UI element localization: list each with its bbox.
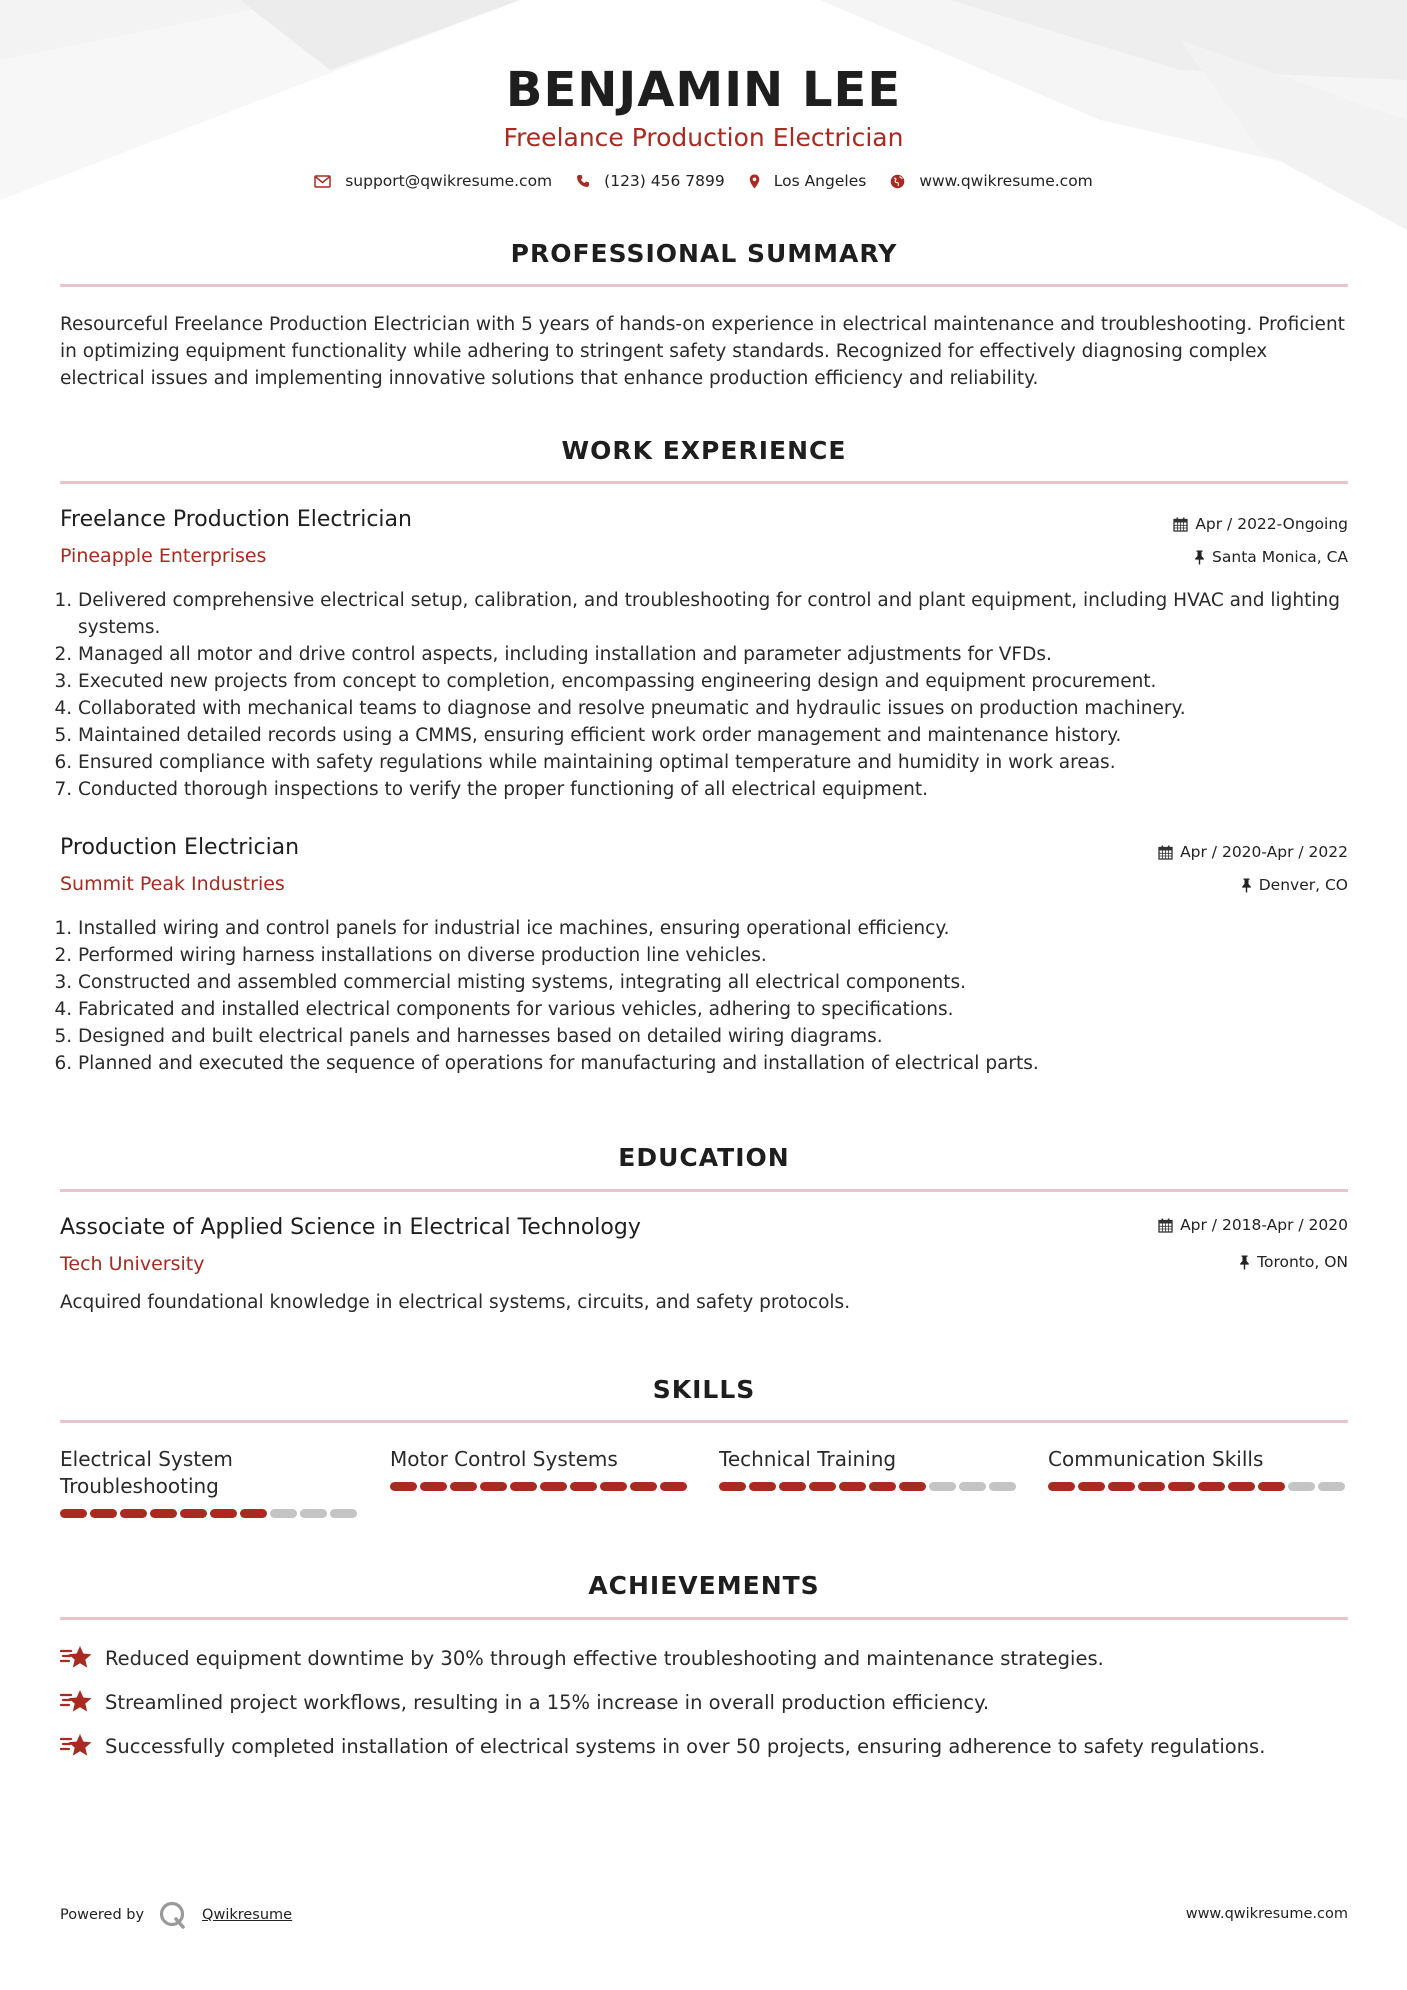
list-item: 1. Installed wiring and control panels for industrial ice machines, ensuring operational efficiency. [78, 915, 1350, 942]
list-item: 3. Constructed and assembled commercial misting systems, integrating all electrical components. [78, 969, 1350, 996]
skill-segment-filled [1108, 1482, 1135, 1491]
qwikresume-logo-icon [158, 1900, 188, 1930]
envelope-icon [314, 175, 331, 188]
contact-location [749, 172, 867, 190]
pushpin-icon [1194, 550, 1205, 565]
education-heading: EDUCATION [618, 1143, 790, 1172]
skill-segment-filled [630, 1482, 657, 1491]
skill-segment-filled [899, 1482, 926, 1491]
skills-divider [60, 1420, 1348, 1423]
skill-segment-empty [959, 1482, 986, 1491]
skill-2-name: Motor Control Systems [390, 1447, 618, 1471]
job-1-location-text: Santa Monica, CA [1212, 548, 1348, 566]
list-item: 6. Planned and executed the sequence of operations for manufacturing and installation of electrical parts. [78, 1050, 1350, 1077]
footer-website[interactable]: www.qwikresume.com [1185, 1906, 1348, 1922]
list-item: 7. Conducted thorough inspections to verify the proper functioning of all electrical equipment. [78, 776, 1350, 803]
education-location-text: Toronto, ON [1257, 1253, 1348, 1271]
contact-email-text: support@qwikresume.com [345, 172, 553, 190]
job-2-title: Production Electrician [60, 835, 300, 860]
list-item: 3. Executed new projects from concept to completion, encompassing engineering design and equipment procurement. [78, 668, 1350, 695]
pushpin-icon [1241, 878, 1252, 893]
skill-segment-filled [809, 1482, 836, 1491]
skill-2-rating [390, 1482, 690, 1491]
experience-divider [60, 481, 1348, 484]
education-divider [60, 1189, 1348, 1192]
contact-location-text: Los Angeles [773, 172, 867, 190]
job-1-dates-text: Apr / 2022-Ongoing [1195, 515, 1348, 533]
calendar-icon [1158, 1218, 1173, 1233]
skill-3-name: Technical Training [719, 1447, 897, 1471]
contact-email[interactable] [314, 172, 552, 190]
skill-segment-filled [120, 1509, 147, 1518]
skill-segment-empty [1318, 1482, 1345, 1491]
skill-segment-filled [839, 1482, 866, 1491]
skill-segment-filled [480, 1482, 507, 1491]
map-pin-icon [749, 174, 760, 189]
list-item: 5. Designed and built electrical panels and harnesses based on detailed wiring diagrams. [78, 1023, 1350, 1050]
skill-segment-filled [420, 1482, 447, 1491]
achievement-item [60, 1645, 1350, 1672]
summary-text: Resourceful Freelance Production Electrician with 5 years of hands-on experience in electrical maintenance and troubleshooting. Proficient in optimizing equipment functionality while adhering to stringent safety standards. Recognized for effectively diagnosing complex electrical issues and implementing innovative solutions that enhance production efficiency and reliability. [60, 314, 1345, 389]
achievement-text: Streamlined project workflows, resulting in a 15% increase in overall production efficiency. [105, 1691, 990, 1714]
education-dates [1158, 1216, 1348, 1234]
skill-segment-filled [1138, 1482, 1165, 1491]
job-1-company: Pineapple Enterprises [60, 545, 267, 567]
skill-segment-empty [300, 1509, 327, 1518]
skill-1-rating [60, 1509, 360, 1518]
contact-bar [0, 172, 1407, 190]
skill-segment-filled [180, 1509, 207, 1518]
skill-2 [390, 1446, 690, 1491]
resume-header [0, 60, 1407, 154]
achievement-text: Successfully completed installation of electrical systems in over 50 projects, ensuring adherence to safety regulations. [105, 1735, 1266, 1758]
skill-segment-filled [90, 1509, 117, 1518]
job-1-title: Freelance Production Electrician [60, 507, 412, 532]
skill-segment-filled [570, 1482, 597, 1491]
contact-phone-text: (123) 456 7899 [604, 172, 725, 190]
achievement-text: Reduced equipment downtime by 30% through effective troubleshooting and maintenance strategies. [105, 1647, 1104, 1670]
skill-segment-filled [390, 1482, 417, 1491]
skill-segment-empty [929, 1482, 956, 1491]
calendar-icon [1158, 845, 1173, 860]
calendar-icon [1173, 517, 1188, 532]
experience-heading: WORK EXPERIENCE [561, 436, 847, 465]
list-item: 4. Fabricated and installed electrical components for various vehicles, adhering to specifications. [78, 996, 1350, 1023]
contact-phone[interactable] [576, 172, 725, 190]
contact-website[interactable] [890, 172, 1092, 190]
skill-segment-filled [510, 1482, 537, 1491]
globe-icon [890, 174, 905, 189]
summary-heading: PROFESSIONAL SUMMARY [510, 239, 898, 268]
list-item: 4. Collaborated with mechanical teams to diagnose and resolve pneumatic and hydraulic issues on production machinery. [78, 695, 1350, 722]
skill-segment-filled [150, 1509, 177, 1518]
skill-segment-empty [1288, 1482, 1315, 1491]
job-2-dates [1158, 843, 1348, 861]
skill-segment-filled [1258, 1482, 1285, 1491]
skill-segment-filled [1078, 1482, 1105, 1491]
skill-segment-filled [450, 1482, 477, 1491]
shooting-star-icon [60, 1645, 93, 1672]
achievements-heading: ACHIEVEMENTS [588, 1571, 820, 1600]
brand-link[interactable]: Qwikresume [202, 1907, 293, 1923]
job-2-location [1241, 876, 1348, 894]
shooting-star-icon [60, 1733, 93, 1760]
skill-1-name-line1: Electrical System [60, 1447, 233, 1471]
skill-segment-filled [240, 1509, 267, 1518]
job-2-company: Summit Peak Industries [60, 873, 285, 895]
job-2-bullets [60, 915, 1350, 1077]
list-item: 2. Managed all motor and drive control aspects, including installation and parameter adjustments for VFDs. [78, 641, 1350, 668]
skill-segment-filled [660, 1482, 687, 1491]
skills-heading: SKILLS [652, 1375, 756, 1404]
shooting-star-icon [60, 1689, 93, 1716]
skill-4-rating [1048, 1482, 1348, 1491]
contact-website-text: www.qwikresume.com [919, 172, 1093, 190]
list-item: 2. Performed wiring harness installations on diverse production line vehicles. [78, 942, 1350, 969]
list-item: 6. Ensured compliance with safety regulations while maintaining optimal temperature and humidity in work areas. [78, 749, 1350, 776]
skill-segment-filled [1228, 1482, 1255, 1491]
skill-segment-filled [749, 1482, 776, 1491]
skill-4-name: Communication Skills [1048, 1447, 1264, 1471]
skill-1 [60, 1446, 360, 1518]
skill-3 [719, 1446, 1019, 1491]
pushpin-icon [1239, 1255, 1250, 1270]
achievement-item [60, 1689, 1350, 1716]
skill-4 [1048, 1446, 1348, 1491]
education-degree: Associate of Applied Science in Electrical Technology [60, 1215, 641, 1240]
skill-segment-filled [600, 1482, 627, 1491]
job-1-location [1194, 548, 1348, 566]
summary-divider [60, 284, 1348, 287]
achievement-item [60, 1733, 1350, 1760]
job-1-bullets [60, 587, 1350, 803]
job-1-dates [1173, 515, 1348, 533]
skill-segment-filled [60, 1509, 87, 1518]
skill-segment-filled [1198, 1482, 1225, 1491]
skill-segment-filled [1168, 1482, 1195, 1491]
skill-segment-filled [210, 1509, 237, 1518]
skill-segment-empty [989, 1482, 1016, 1491]
skill-segment-filled [779, 1482, 806, 1491]
skill-3-rating [719, 1482, 1019, 1491]
education-location [1239, 1253, 1348, 1271]
job-2-dates-text: Apr / 2020-Apr / 2022 [1180, 843, 1348, 861]
skill-segment-empty [270, 1509, 297, 1518]
education-description: Acquired foundational knowledge in electrical systems, circuits, and safety protocols. [60, 1292, 851, 1313]
job-2-location-text: Denver, CO [1258, 876, 1348, 894]
footer-powered-by [60, 1900, 292, 1930]
candidate-role: Freelance Production Electrician [503, 123, 904, 152]
list-item: 5. Maintained detailed records using a CMMS, ensuring efficient work order management and maintenance history. [78, 722, 1350, 749]
skill-1-name [60, 1446, 360, 1500]
candidate-name: BENJAMIN LEE [505, 62, 902, 118]
achievements-divider [60, 1617, 1348, 1620]
skill-segment-filled [869, 1482, 896, 1491]
phone-icon [576, 174, 590, 188]
skill-segment-filled [540, 1482, 567, 1491]
education-dates-text: Apr / 2018-Apr / 2020 [1180, 1216, 1348, 1234]
powered-by-label: Powered by [60, 1907, 145, 1923]
list-item: 1. Delivered comprehensive electrical setup, calibration, and troubleshooting for control and plant equipment, including HVAC and lighting systems. [78, 587, 1350, 641]
skill-segment-filled [1048, 1482, 1075, 1491]
skill-segment-empty [330, 1509, 357, 1518]
skill-segment-filled [719, 1482, 746, 1491]
education-school: Tech University [60, 1253, 205, 1275]
skill-1-name-line2: Troubleshooting [60, 1474, 219, 1498]
